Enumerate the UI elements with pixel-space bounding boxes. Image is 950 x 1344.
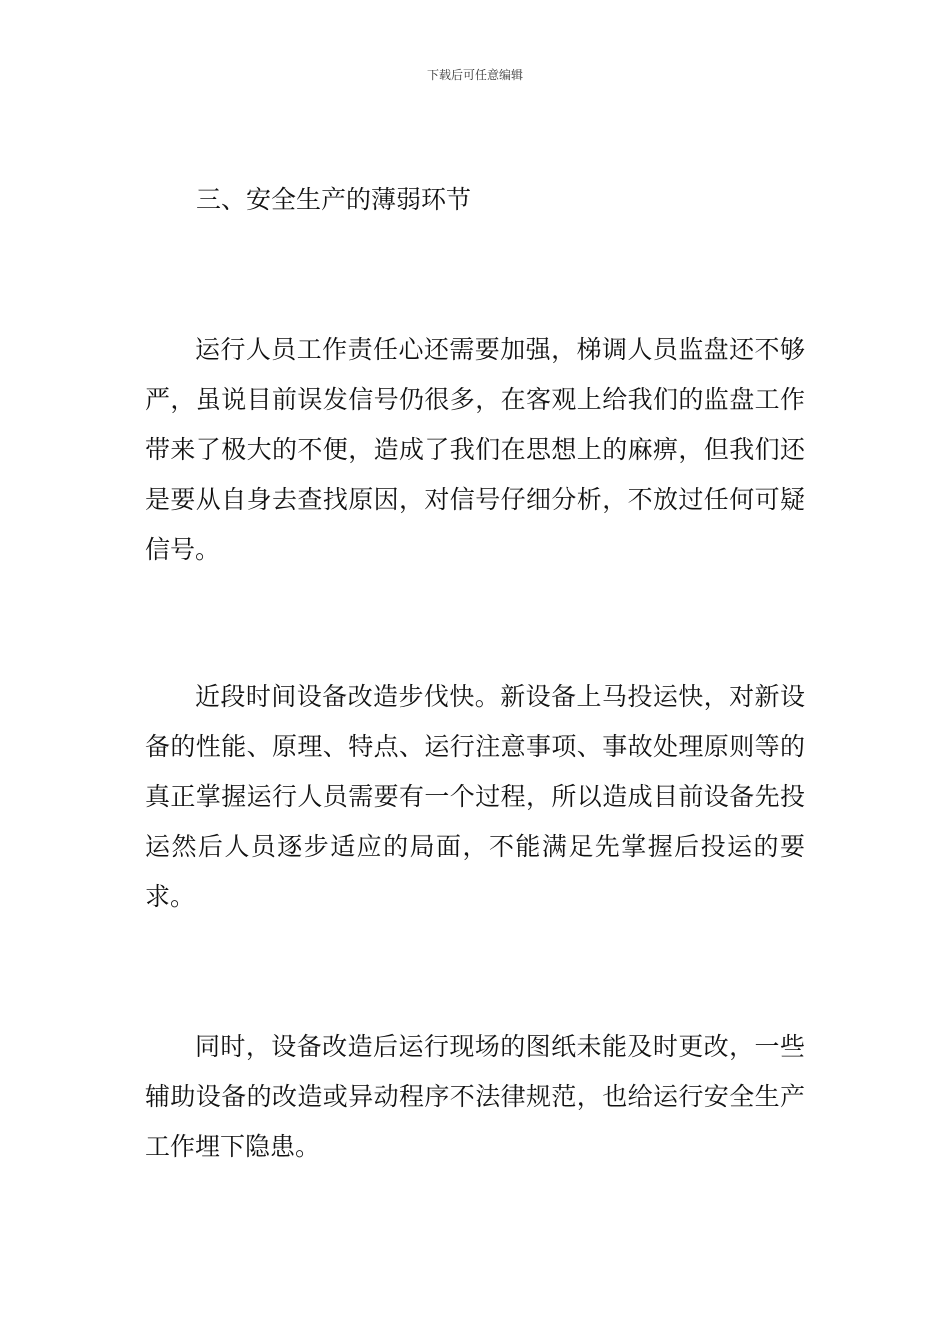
paragraph-2: 近段时间设备改造步伐快。新设备上马投运快，对新设备的性能、原理、特点、运行注意事项、事故处理原则等的真正掌握运行人员需要有一个过程，所以造成目前设备先投运然后人员逐步适应的局面，不能满足先掌握后投运的要求。 — [145, 682, 805, 911]
header-note: 下载后可任意编辑 — [426, 68, 523, 82]
section-heading: 三、安全生产的薄弱环节 — [196, 185, 472, 214]
paragraph-3: 同时，设备改造后运行现场的图纸未能及时更改，一些辅助设备的改造或异动程序不法律规范，也给运行安全生产工作埋下隐患。 — [145, 1032, 805, 1161]
paragraph-1: 运行人员工作责任心还需要加强，梯调人员监盘还不够严，虽说目前误发信号仍很多，在客观上给我们的监盘工作带来了极大的不便，造成了我们在思想上的麻痹，但我们还是要从自身去查找原因，对信号仔细分析，不放过任何可疑信号。 — [145, 335, 805, 564]
